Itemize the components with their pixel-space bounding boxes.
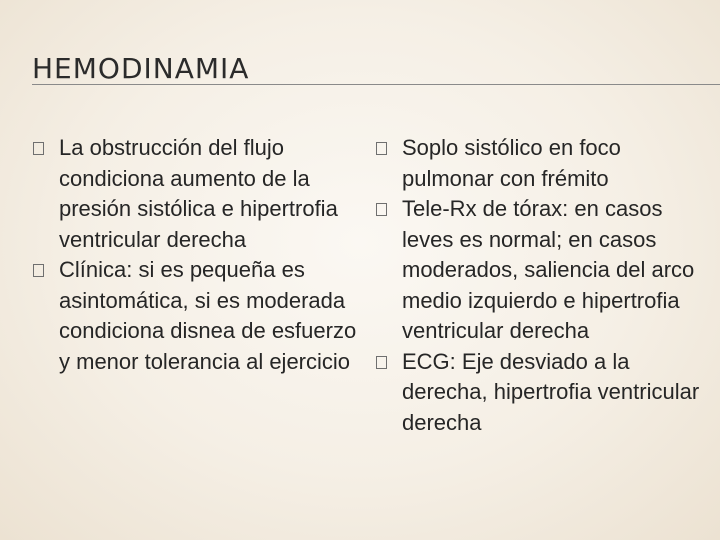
square-bullet-icon [33, 142, 44, 155]
list-item [32, 133, 360, 255]
square-bullet-icon [33, 264, 44, 277]
square-bullet-icon [376, 203, 387, 216]
title-underline [32, 84, 720, 85]
right-bullet-list [375, 133, 715, 438]
list-item [32, 255, 360, 377]
square-bullet-icon [376, 356, 387, 369]
list-item-text: Clínica: si es pequeña es asintomática, si es moderada condiciona disnea de esfuerzo y menor tolerancia al ejercicio [59, 257, 357, 374]
slide-title: HEMODINAMIA [32, 52, 250, 85]
list-item-text: La obstrucción del flujo condiciona aumento de la presión sistólica e hipertrofia ventricular derecha [59, 135, 338, 252]
list-item [375, 347, 715, 439]
list-item-text: ECG: Eje desviado a la derecha, hipertrofia ventricular derecha [402, 348, 700, 435]
list-item [375, 133, 715, 194]
left-bullet-list [32, 133, 360, 377]
square-bullet-icon [376, 142, 387, 155]
list-item-text: Tele-Rx de tórax: en casos leves es normal; en casos moderados, saliencia del arco medio izquierdo e hipertrofia ventricular derecha [402, 196, 695, 343]
list-item [375, 194, 715, 347]
list-item-text: Soplo sistólico en foco pulmonar con frémito [402, 135, 621, 191]
